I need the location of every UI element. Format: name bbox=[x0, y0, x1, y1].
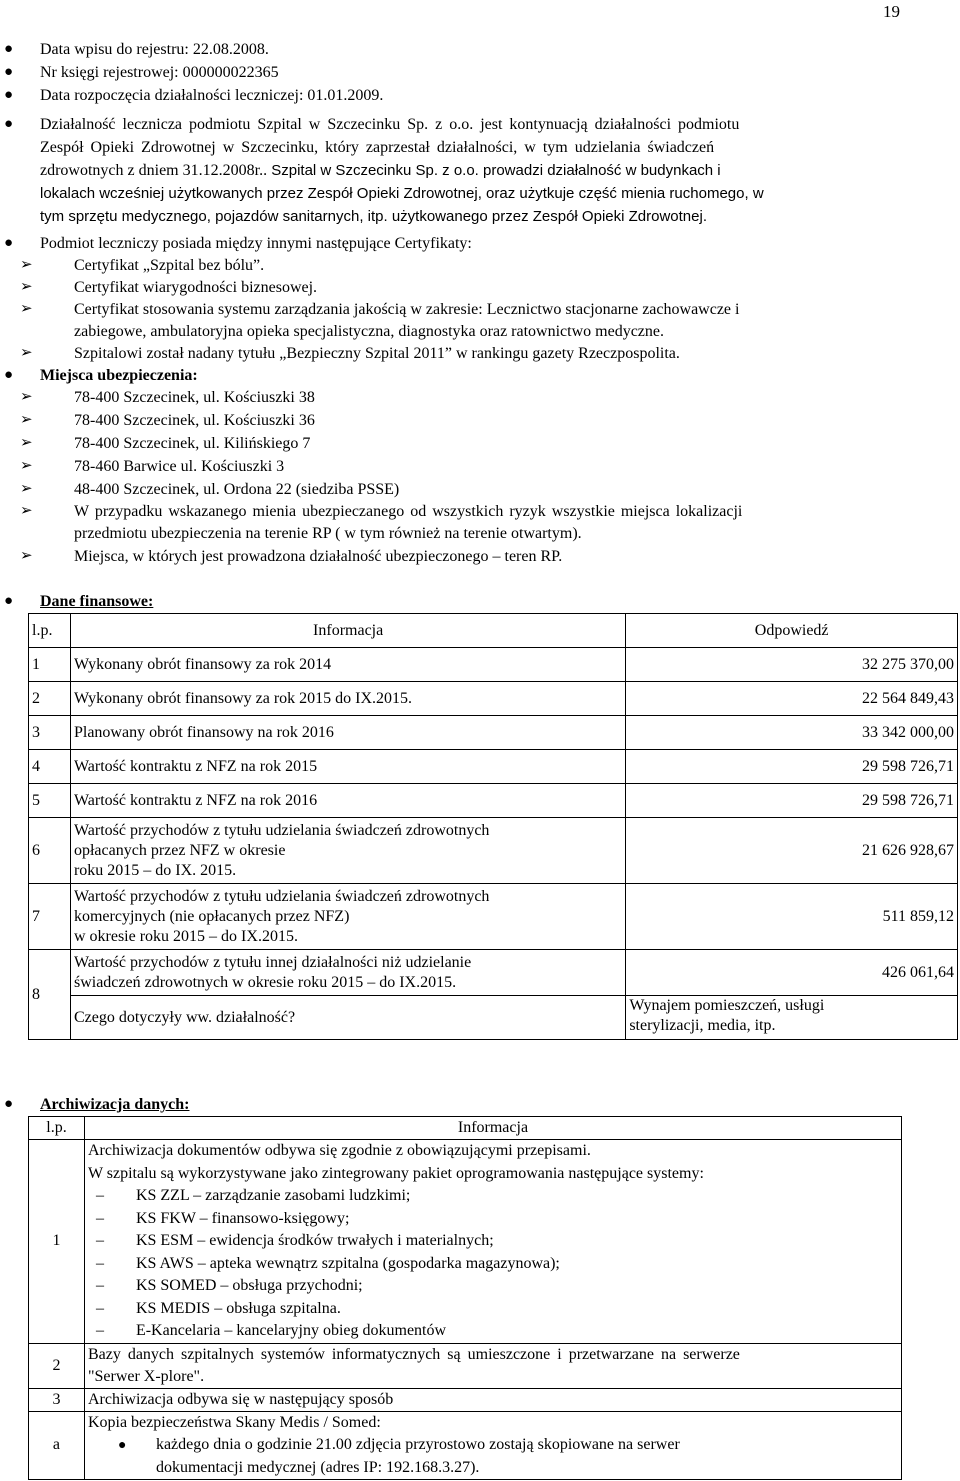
cell-lp: 1 bbox=[29, 1140, 85, 1344]
system-item bbox=[88, 1275, 898, 1298]
arrow-bullet-icon: ➢ bbox=[20, 389, 33, 405]
certificate-item: Certyfikat „Szpital bez bólu”. bbox=[74, 257, 265, 274]
system-label: KS SOMED – obsługa przychodni; bbox=[135, 1277, 363, 1294]
finance-heading: Dane finansowe: bbox=[40, 593, 154, 610]
cell-info-line: komercyjnych (nie opłacanych przez NFZ) bbox=[73, 907, 350, 925]
cell-sub-answer-line: sterylizacji, media, itp. bbox=[629, 1017, 776, 1034]
cell-info: Wykonany obrót finansowy za rok 2015 do IX.2015. bbox=[70, 682, 625, 716]
table-row bbox=[29, 682, 958, 716]
dash-icon: – bbox=[95, 1232, 104, 1249]
system-item bbox=[88, 1298, 898, 1321]
cell-info-line: w okresie roku 2015 – do IX.2015. bbox=[73, 927, 298, 945]
cell-info: Archiwizacja odbywa się w następujący sposób bbox=[84, 1388, 901, 1411]
cell-info-line: "Serwer X-plore". bbox=[87, 1367, 205, 1385]
location-item: 78-400 Szczecinek, ul. Kościuszki 36 bbox=[74, 412, 315, 429]
arrow-bullet-icon: ➢ bbox=[20, 301, 33, 317]
cell-value: 22 564 849,43 bbox=[626, 682, 958, 716]
cell-info-line: Wartość przychodów z tytułu innej działalności niż udzielanie bbox=[73, 953, 472, 971]
table-row bbox=[29, 1388, 902, 1411]
table-row bbox=[29, 996, 958, 1040]
cell-info-line: roku 2015 – do IX. 2015. bbox=[73, 861, 237, 879]
arrow-bullet-icon: ➢ bbox=[20, 345, 33, 361]
cell-info bbox=[70, 884, 625, 950]
table-row bbox=[29, 884, 958, 950]
table-row bbox=[29, 716, 958, 750]
cell-lp: 3 bbox=[29, 716, 71, 750]
location-item: 48-400 Szczecinek, ul. Ordona 22 (siedziba PSSE) bbox=[74, 481, 400, 498]
registry-date: Data wpisu do rejestru: 22.08.2008. bbox=[40, 41, 269, 58]
system-label: E-Kancelaria – kancelaryjny obieg dokumentów bbox=[135, 1322, 447, 1339]
cell-info: Wartość kontraktu z NFZ na rok 2016 bbox=[70, 784, 625, 818]
cell-lp: 7 bbox=[29, 884, 71, 950]
bullet-icon: ● bbox=[4, 235, 14, 251]
system-item bbox=[88, 1320, 898, 1343]
bullet-icon: ● bbox=[4, 116, 14, 132]
bullet-icon: ● bbox=[117, 1437, 127, 1453]
cell-info bbox=[70, 950, 625, 996]
cell-info bbox=[84, 1343, 901, 1388]
table-row bbox=[29, 1140, 902, 1344]
dash-icon: – bbox=[95, 1299, 104, 1317]
arrow-bullet-icon: ➢ bbox=[20, 458, 33, 474]
paragraph-line bbox=[40, 159, 721, 182]
table-row bbox=[29, 750, 958, 784]
archive-table bbox=[28, 1116, 902, 1480]
cell-value: 32 275 370,00 bbox=[626, 648, 958, 682]
system-label: KS ZZL – zarządzanie zasobami ludzkimi; bbox=[135, 1187, 411, 1204]
location-item: 78-400 Szczecinek, ul. Kościuszki 38 bbox=[74, 389, 315, 406]
dash-icon: – bbox=[95, 1322, 104, 1339]
certificate-item: Certyfikat stosowania systemu zarządzania jakością w zakresie: Lecznictwo stacjonarne zachowawcze i bbox=[74, 301, 740, 318]
cell-lp: 1 bbox=[29, 648, 71, 682]
cell-info bbox=[84, 1140, 901, 1344]
paragraph-line: tym sprzętu medycznego, pojazdów sanitarnych, itp. użytkowanego przez Zespół Opieki Zdrowotnej. bbox=[40, 208, 707, 225]
paragraph-text: zdrowotnych z dniem 31.12.2008r.. bbox=[40, 162, 268, 179]
system-item bbox=[88, 1208, 898, 1231]
cell-value: 33 342 000,00 bbox=[626, 716, 958, 750]
bullet-icon: ● bbox=[4, 593, 14, 609]
cell-sub-answer-line: Wynajem pomieszczeń, usługi bbox=[629, 997, 825, 1014]
certificate-item: Szpitalowi został nadany tytułu „Bezpieczny Szpital 2011” w rankingu gazety Rzeczpospolita. bbox=[74, 345, 680, 362]
header-info: Informacja bbox=[84, 1117, 901, 1140]
table-row bbox=[29, 1411, 902, 1479]
arrow-bullet-icon: ➢ bbox=[20, 257, 33, 273]
dash-icon: – bbox=[95, 1277, 104, 1294]
table-row bbox=[29, 784, 958, 818]
bullet-icon: ● bbox=[4, 64, 14, 80]
header-answer: Odpowiedź bbox=[626, 614, 958, 648]
table-header-row bbox=[29, 614, 958, 648]
cell-lp: 6 bbox=[29, 818, 71, 884]
arrow-bullet-icon: ➢ bbox=[20, 503, 33, 519]
cell-lp: 2 bbox=[29, 682, 71, 716]
table-header-row bbox=[29, 1117, 902, 1140]
activity-start-date: Data rozpoczęcia działalności leczniczej: 01.01.2009. bbox=[40, 87, 384, 104]
location-item: 78-460 Barwice ul. Kościuszki 3 bbox=[74, 458, 285, 475]
system-label: KS FKW – finansowo-księgowy; bbox=[135, 1209, 350, 1227]
cell-lp: 4 bbox=[29, 750, 71, 784]
arrow-bullet-icon: ➢ bbox=[20, 412, 33, 428]
location-item: 78-400 Szczecinek, ul. Kilińskiego 7 bbox=[74, 435, 311, 452]
system-label: KS ESM – ewidencja środków trwałych i materialnych; bbox=[135, 1232, 494, 1249]
cell-info: Planowany obrót finansowy na rok 2016 bbox=[70, 716, 625, 750]
cell-sub-answer bbox=[626, 996, 958, 1040]
cell-lp: 5 bbox=[29, 784, 71, 818]
system-item bbox=[88, 1253, 898, 1276]
bullet-icon: ● bbox=[4, 367, 14, 383]
cell-info-line: świadczeń zdrowotnych w okresie roku 2015 – do IX.2015. bbox=[73, 973, 457, 991]
cell-info bbox=[84, 1411, 901, 1479]
arrow-bullet-icon: ➢ bbox=[20, 435, 33, 451]
paragraph-line: lokalach wcześniej użytkowanych przez Zespół Opieki Zdrowotnej, oraz użytkuje część mienia ruchomego, w bbox=[40, 185, 764, 202]
backup-text: każdego dnia o godzinie 21.00 zdjęcia przyrostowo zostają skopiowane na serwer bbox=[155, 1435, 680, 1453]
system-item bbox=[88, 1230, 898, 1253]
cell-info-line: Archiwizacja dokumentów odbywa się zgodnie z obowiązującymi przepisami. bbox=[87, 1142, 591, 1159]
certificate-item: Certyfikat wiarygodności biznesowej. bbox=[74, 279, 318, 296]
bullet-icon: ● bbox=[4, 41, 14, 57]
cell-info: Wartość kontraktu z NFZ na rok 2015 bbox=[70, 750, 625, 784]
archive-heading: Archiwizacja danych: bbox=[40, 1096, 190, 1113]
paragraph-line: Działalność lecznicza podmiotu Szpital w Szczecinku Sp. z o.o. jest kontynuacją działalności podmiotu bbox=[40, 116, 740, 133]
dash-icon: – bbox=[95, 1187, 104, 1204]
cell-value: 426 061,64 bbox=[626, 950, 958, 996]
cell-lp: 3 bbox=[29, 1388, 85, 1411]
cell-info-line: Wartość przychodów z tytułu udzielania świadczeń zdrowotnych bbox=[73, 821, 490, 839]
cell-lp: 8 bbox=[29, 950, 71, 1040]
cell-lp: a bbox=[29, 1411, 85, 1479]
certificates-intro: Podmiot leczniczy posiada między innymi następujące Certyfikaty: bbox=[40, 235, 472, 252]
header-lp: l.p. bbox=[29, 614, 71, 648]
system-item bbox=[88, 1185, 898, 1208]
certificate-item-cont: zabiegowe, ambulatoryjna opieka specjalistyczna, diagnostyka oraz ratownictwo medyczne. bbox=[74, 323, 664, 340]
cell-info bbox=[70, 818, 625, 884]
cell-value: 511 859,12 bbox=[626, 884, 958, 950]
cell-lp: 2 bbox=[29, 1343, 85, 1388]
paragraph-line: Zespół Opieki Zdrowotnej w Szczecinku, który zaprzestał działalności, w tym udzielania świadczeń bbox=[40, 139, 715, 156]
system-label: KS MEDIS – obsługa szpitalna. bbox=[135, 1299, 341, 1317]
dash-icon: – bbox=[95, 1254, 104, 1272]
table-row bbox=[29, 818, 958, 884]
arrow-bullet-icon: ➢ bbox=[20, 279, 33, 295]
finance-table bbox=[28, 613, 958, 1040]
paragraph-text: Szpital w Szczecinku Sp. z o.o. prowadzi działalność w budynkach i bbox=[267, 162, 721, 179]
cell-info: Wykonany obrót finansowy za rok 2014 bbox=[70, 648, 625, 682]
arrow-bullet-icon: ➢ bbox=[20, 481, 33, 497]
page-number: 19 bbox=[883, 2, 900, 21]
cell-info-line: opłacanych przez NFZ w okresie bbox=[73, 841, 286, 859]
backup-item bbox=[88, 1434, 898, 1457]
registry-number: Nr księgi rejestrowej: 000000022365 bbox=[40, 64, 279, 81]
location-note-cont: przedmiotu ubezpieczenia na terenie RP ( w tym również na terenie otwartym). bbox=[74, 525, 582, 542]
header-lp: l.p. bbox=[29, 1117, 85, 1140]
cell-value: 21 626 928,67 bbox=[626, 818, 958, 884]
cell-info-line: W szpitalu są wykorzystywane jako zintegrowany pakiet oprogramowania następujące systemy: bbox=[87, 1164, 704, 1182]
cell-info-line: Bazy danych szpitalnych systemów informatycznych są umieszczone i przetwarzane na serwerze bbox=[87, 1345, 740, 1363]
dash-icon: – bbox=[95, 1209, 104, 1227]
cell-value: 29 598 726,71 bbox=[626, 784, 958, 818]
table-row bbox=[29, 950, 958, 996]
bullet-icon: ● bbox=[4, 87, 14, 103]
cell-info-line: Wartość przychodów z tytułu udzielania świadczeń zdrowotnych bbox=[73, 887, 490, 905]
locations-heading: Miejsca ubezpieczenia: bbox=[40, 367, 198, 384]
backup-item-cont: dokumentacji medycznej (adres IP: 192.168.3.27). bbox=[155, 1458, 480, 1476]
bullet-icon: ● bbox=[4, 1096, 14, 1112]
cell-value: 29 598 726,71 bbox=[626, 750, 958, 784]
location-note: Miejsca, w których jest prowadzona działalność ubezpieczonego – teren RP. bbox=[74, 548, 563, 565]
cell-info-line: Kopia bezpieczeństwa Skany Medis / Somed: bbox=[87, 1413, 381, 1431]
table-row bbox=[29, 1343, 902, 1388]
system-label: KS AWS – apteka wewnątrz szpitalna (gospodarka magazynowa); bbox=[135, 1254, 560, 1272]
arrow-bullet-icon: ➢ bbox=[20, 548, 33, 564]
table-row bbox=[29, 648, 958, 682]
cell-sub-question: Czego dotyczyły ww. działalność? bbox=[70, 996, 625, 1040]
location-note: W przypadku wskazanego mienia ubezpieczanego od wszystkich ryzyk wszystkie miejsca lokalizacji bbox=[74, 503, 743, 520]
header-info: Informacja bbox=[70, 614, 625, 648]
